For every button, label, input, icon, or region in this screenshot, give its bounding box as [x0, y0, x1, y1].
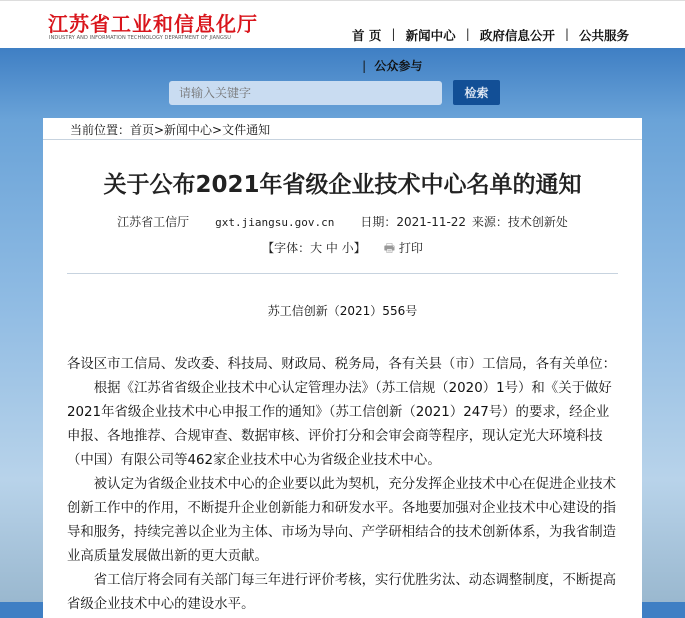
- nav-row-2: [362, 57, 422, 74]
- main-nav: [352, 26, 629, 44]
- article-tools: [43, 239, 642, 260]
- nav-separator: |: [564, 26, 570, 41]
- nav-separator: |: [391, 26, 396, 41]
- search-button[interactable]: 检索: [453, 80, 500, 105]
- nav-separator: |: [465, 26, 470, 41]
- site-header: [0, 0, 685, 48]
- nav-gov-info[interactable]: 政府信息公开: [479, 28, 555, 43]
- print-button[interactable]: 打印: [398, 241, 423, 255]
- breadcrumb[interactable]: 当前位置：首页>新闻中心>文件通知: [43, 118, 642, 140]
- site-logo-english: INDUSTRY AND INFORMATION TECHNOLOGY DEPARTMENT OF JIANGSU: [49, 35, 232, 41]
- font-size-selector[interactable]: 【字体：大 中 小】: [262, 241, 366, 255]
- article-paragraph: 被认定为省级企业技术中心的企业要以此为契机，充分发挥企业技术中心在促进企业技术创新工作中的作用，不断提升企业创新能力和研发水平。各地要加强对企业技术中心建设的指导和服务，持续完善以企业为主体、市场为导向、产学研相结合的技术创新体系，为我省制造业高质量发展做出新的更大贡献。: [67, 477, 617, 564]
- nav-separator: |: [362, 59, 367, 73]
- site-logo[interactable]: 江苏省工业和信息化厅: [48, 12, 258, 36]
- article-body: [67, 353, 617, 617]
- nav-news[interactable]: 新闻中心: [405, 28, 456, 43]
- printer-icon[interactable]: 🖶: [383, 241, 396, 255]
- nav-public-participation[interactable]: 公众参与: [374, 59, 423, 73]
- article-paragraph: 各设区市工信局、发改委、科技局、财政局、税务局，各有关县（市）工信局，各有关单位：: [67, 357, 617, 372]
- article-paragraph: 根据《江苏省省级企业技术中心认定管理办法》（苏工信规（2020）1号）和《关于做好2021年省级企业技术中心申报工作的通知》（苏工信创新（2021）247号）的要求，经企业申报、各地推荐、合规审查、数据审核、评价打分和会审会商等程序，现认定光大环境科技（中国）有限公司等462家企业技术中心为省级企业技术中心。: [67, 381, 612, 468]
- search-input[interactable]: [169, 81, 442, 105]
- content-panel: [43, 118, 642, 618]
- nav-public-service[interactable]: 公共服务: [579, 28, 630, 43]
- article-paragraph: 省工信厅将会同有关部门每三年进行评价考核，实行优胜劣汰、动态调整制度，不断提高省级企业技术中心的建设水平。: [67, 573, 617, 612]
- divider: [67, 273, 618, 274]
- article-meta: [43, 213, 642, 230]
- article-url: gxt.jiangsu.gov.cn: [215, 216, 335, 229]
- article-date: 日期：2021-11-22 来源：技术创新处: [360, 215, 568, 229]
- article-source: 江苏省工信厅: [117, 215, 190, 229]
- nav-home[interactable]: 首 页: [352, 28, 382, 43]
- document-number: 苏工信创新（2021）556号: [267, 304, 418, 318]
- page-title: 关于公布2021年省级企业技术中心名单的通知: [103, 172, 582, 198]
